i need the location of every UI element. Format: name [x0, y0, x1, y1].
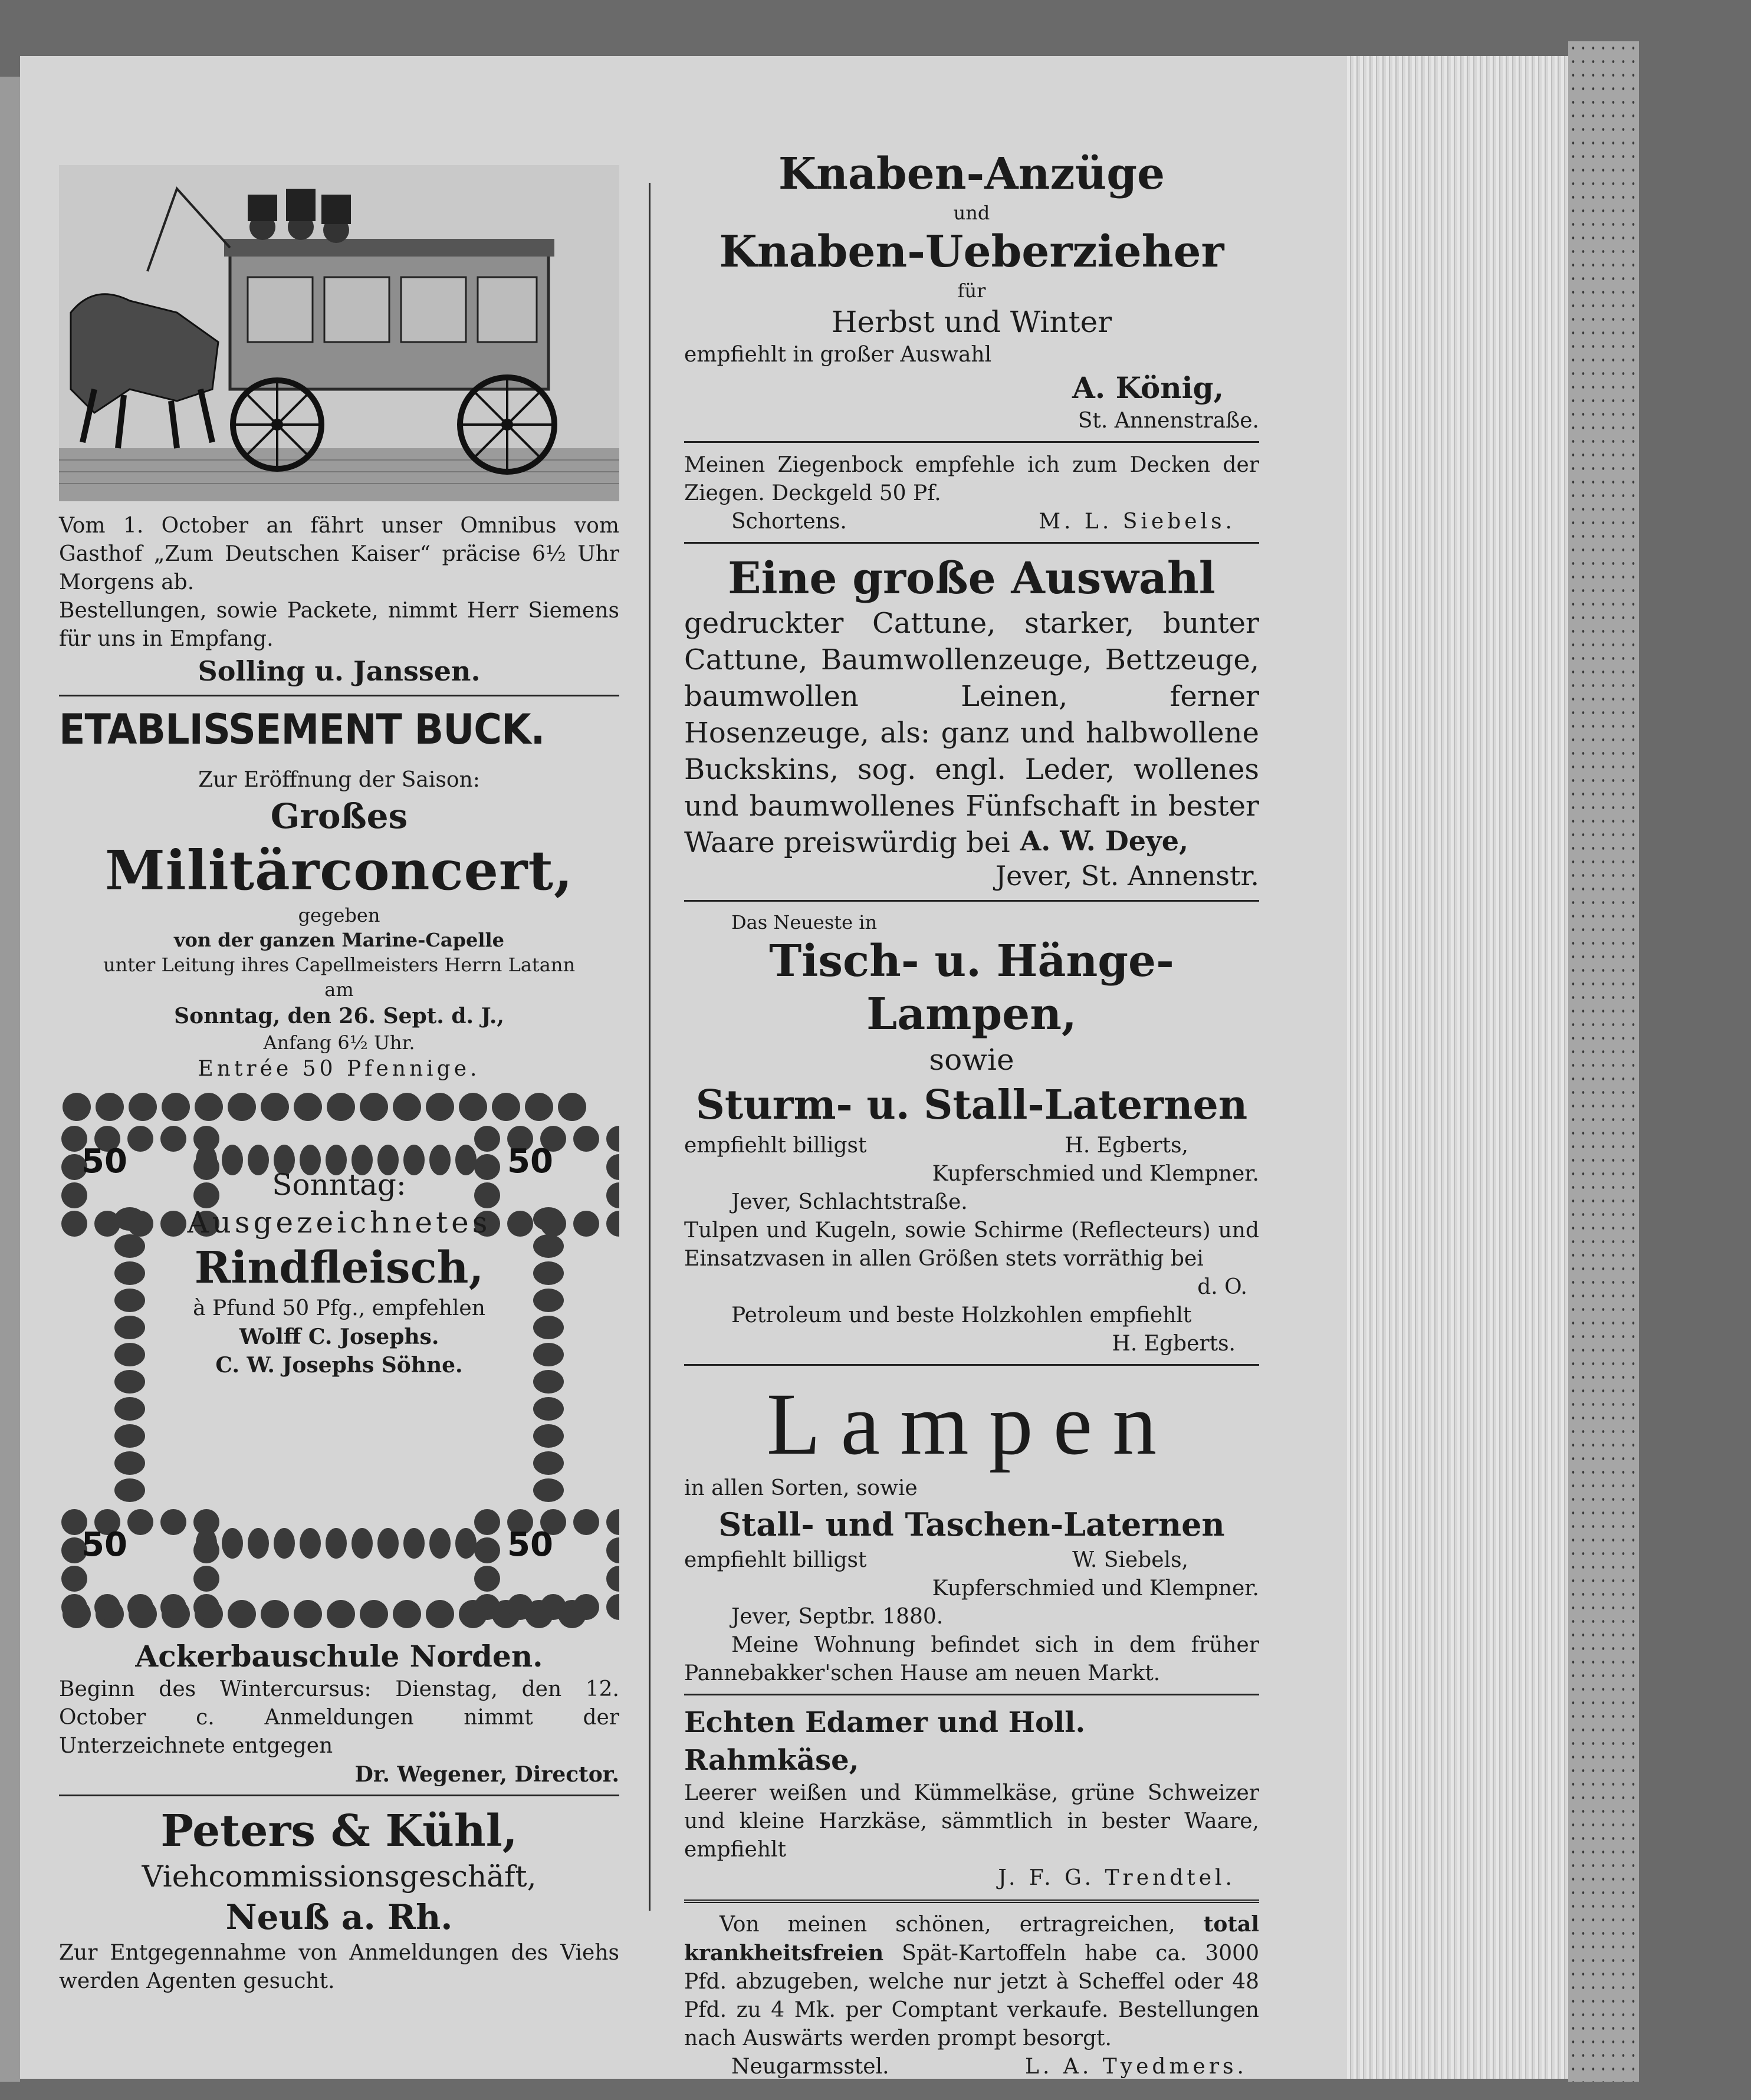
buck-concert-ad	[59, 705, 619, 1083]
frame-dot	[606, 1509, 619, 1535]
buck-title: ETABLISSEMENT BUCK.	[59, 705, 545, 754]
egberts-name: H. Egberts,	[1065, 1133, 1188, 1158]
frame-dot	[533, 1289, 564, 1312]
frame-dot	[114, 1289, 145, 1312]
stagecoach-illustration	[59, 165, 619, 501]
frame-dot	[474, 1126, 500, 1152]
lampen-ad	[684, 1374, 1259, 1631]
ziegenbock-footer	[684, 508, 1259, 536]
frame-dot	[533, 1234, 564, 1258]
tyedmers-text-c: Spät-Kartoffeln habe ca. 3000 Pfd. abzugeben, welche nur jetzt à Scheffel oder 48 Pfd. zu 4 Mk. per Comptant verkaufe. Bestellungen nach Auswärts werden prompt besorgt.	[684, 1941, 1259, 2050]
frame-dot	[377, 1528, 399, 1559]
frame-dot	[360, 1600, 388, 1628]
trendtel-head: Echten Edamer und Holl. Rahmkäse,	[684, 1706, 1086, 1777]
egberts-ref: d. O.	[1197, 1275, 1247, 1299]
egberts-name2: H. Egberts.	[1112, 1332, 1236, 1356]
previous-page-edge	[0, 77, 20, 2082]
tyedmers-text-b: total krankheitsfreien	[684, 1912, 1259, 1966]
lampen-date: Jever, Septbr. 1880.	[731, 1605, 944, 1629]
ziegenbock-place: Schortens.	[731, 510, 847, 534]
corner-50-bottom-right: 50	[507, 1526, 553, 1564]
frame-dot	[300, 1528, 321, 1559]
lampen-offer	[684, 1546, 1259, 1575]
separator	[684, 1364, 1259, 1366]
koenig-und: und	[953, 202, 990, 224]
frame-dot	[606, 1537, 619, 1563]
koenig-ad	[684, 147, 1259, 435]
frame-dot	[129, 1093, 157, 1121]
buck-head-grosses: Großes	[270, 796, 408, 836]
frame-dot	[61, 1211, 87, 1237]
frame-dot	[114, 1478, 145, 1502]
egberts-head1: Tisch- u. Hänge-Lampen,	[769, 936, 1174, 1040]
frame-dot	[351, 1528, 373, 1559]
tyedmers-footer	[684, 2053, 1259, 2081]
lampen-sub: in allen Sorten, sowie	[684, 1476, 918, 1500]
frame-dot	[606, 1126, 619, 1152]
frame-dot	[606, 1566, 619, 1592]
frame-dot	[114, 1370, 145, 1394]
corner-50-bottom-left: 50	[81, 1526, 127, 1564]
frame-dot	[274, 1528, 295, 1559]
peters-sub: Viehcommissionsgeschäft,	[142, 1859, 537, 1894]
frame-dot	[533, 1424, 564, 1448]
frame-dot	[326, 1528, 347, 1559]
buck-by: von der ganzen Marine-Capelle	[173, 929, 505, 951]
frame-dot	[114, 1234, 145, 1258]
trendtel-text: Leerer weißen und Kümmelkäse, grüne Schweizer und kleine Harzkäse, sämmtlich in bester Waare, empfiehlt	[684, 1781, 1259, 1862]
lampen-trade: Kupferschmied und Klempner.	[932, 1576, 1259, 1601]
frame-dot	[533, 1397, 564, 1421]
separator	[684, 441, 1259, 443]
frame-dot	[195, 1093, 223, 1121]
frame-dot	[459, 1093, 487, 1121]
koenig-street: St. Annenstraße.	[1077, 409, 1259, 433]
peters-place: Neuß a. Rh.	[225, 1897, 453, 1937]
frame-dot	[294, 1093, 322, 1121]
frame-dot	[96, 1093, 124, 1121]
frame-dot	[474, 1537, 500, 1563]
lampen-text: empfiehlt billigst	[684, 1548, 867, 1572]
frame-dot	[573, 1594, 599, 1620]
frame-dot	[193, 1566, 219, 1592]
frame-dot	[426, 1600, 454, 1628]
frame-dot	[606, 1594, 619, 1620]
frame-dot	[573, 1126, 599, 1152]
frame-dot	[61, 1566, 87, 1592]
rindfleisch-day: Sonntag:	[272, 1168, 406, 1202]
frame-dot	[193, 1594, 219, 1620]
frame-dot	[606, 1211, 619, 1237]
wohnung-text: Meine Wohnung befindet sich in dem früher Pannebakker'schen Hause am neuen Markt.	[684, 1633, 1259, 1685]
frame-dot	[114, 1343, 145, 1366]
peters-title: Peters & Kühl,	[160, 1806, 518, 1856]
frame-dot	[114, 1207, 145, 1231]
frame-dot	[114, 1424, 145, 1448]
buck-start: Anfang 6½ Uhr.	[263, 1031, 415, 1054]
ziegenbock-name: M. L. Siebels.	[1039, 510, 1236, 534]
trendtel-name: J. F. G. Trendtel.	[998, 1866, 1236, 1890]
omnibus-text: Vom 1. October an fährt unser Omnibus vom Gasthof „Zum Deutschen Kaiser“ präcise 6½ Uhr Morgens ab.	[59, 514, 619, 594]
frame-dot	[327, 1600, 355, 1628]
deye-text: gedruckter Cattune, starker, bunter Cattune, Baumwollenzeuge, Bettzeuge, baumwollen Leinen, ferner Hosenzeuge, als: ganz und halbwollene Buckskins, sog. engl. Leder, wollenes und baumwollenes Fünfschaft in bester Waare preiswürdig bei	[684, 607, 1259, 859]
corner-50-top-right: 50	[507, 1142, 553, 1181]
frame-dot	[474, 1594, 500, 1620]
buck-date: Sonntag, den 26. Sept. d. J.,	[174, 1004, 504, 1028]
frame-dot	[160, 1509, 186, 1535]
frame-dot	[492, 1093, 520, 1121]
ziegenbock-text: Meinen Ziegenbock empfehle ich zum Decken der Ziegen. Deckgeld 50 Pf.	[684, 453, 1259, 505]
egberts-text2: Tulpen und Kugeln, sowie Schirme (Reflecteurs) und Einsatzvasen in allen Größen stets vorräthig bei	[684, 1218, 1259, 1271]
frame-dot	[393, 1093, 421, 1121]
page-stack-edge	[1347, 56, 1568, 2079]
lampen-head2: Stall- und Taschen-Laternen	[718, 1506, 1225, 1543]
frame-dot	[393, 1600, 421, 1628]
separator-double	[684, 1899, 1259, 1903]
frame-dot	[573, 1509, 599, 1535]
frame-dot	[606, 1182, 619, 1208]
rindfleisch-name2: C. W. Josephs Söhne.	[215, 1353, 463, 1378]
frame-dot	[533, 1316, 564, 1339]
separator	[684, 900, 1259, 902]
buck-am: am	[324, 978, 354, 1001]
frame-dot	[533, 1370, 564, 1394]
separator	[59, 695, 619, 696]
frame-dot	[525, 1093, 553, 1121]
frame-dot	[294, 1600, 322, 1628]
left-column	[59, 165, 619, 1996]
frame-dot	[403, 1528, 425, 1559]
rindfleisch-price: à Pfund 50 Pfg., empfehlen	[193, 1296, 485, 1320]
right-column	[684, 147, 1259, 2081]
frame-dot	[162, 1093, 190, 1121]
book-cover-edge	[1568, 41, 1639, 2082]
koenig-head2: Knaben-Ueberzieher	[719, 226, 1224, 277]
egberts-text: empfiehlt billigst	[684, 1133, 867, 1158]
frame-dot	[426, 1093, 454, 1121]
frame-dot	[261, 1093, 289, 1121]
frame-dot	[114, 1397, 145, 1421]
frame-dot	[63, 1093, 91, 1121]
tyedmers-body	[684, 1910, 1259, 2053]
frame-dot	[558, 1093, 586, 1121]
frame-dot	[606, 1154, 619, 1180]
ziegenbock-ad	[684, 451, 1259, 536]
frame-dot	[114, 1261, 145, 1285]
ackerbauschule-ad	[59, 1638, 619, 1789]
column-divider	[649, 183, 651, 1911]
deye-name: A. W. Deye,	[1020, 825, 1188, 857]
frame-dot	[127, 1509, 153, 1535]
buck-intro: Zur Eröffnung der Saison:	[198, 768, 480, 792]
frame-dot	[61, 1594, 87, 1620]
egberts-place: Jever, Schlachtstraße.	[731, 1190, 968, 1214]
buck-lead: unter Leitung ihres Capellmeisters Herrn Latann	[103, 954, 576, 976]
tyedmers-text-a: Von meinen schönen, ertragreichen,	[720, 1912, 1175, 1937]
egberts-offer	[684, 1132, 1259, 1160]
peters-kuehl-ad	[59, 1805, 619, 1996]
egberts-text3: Petroleum und beste Holzkohlen empfiehlt	[731, 1303, 1192, 1327]
frame-dot	[533, 1343, 564, 1366]
frame-dot	[261, 1600, 289, 1628]
egberts-intro: Das Neueste in	[731, 911, 878, 934]
lampen-head: Lampen	[766, 1375, 1177, 1473]
koenig-text: empfiehlt in großer Auswahl	[684, 343, 992, 367]
frame-dot	[114, 1316, 145, 1339]
ackerbau-title: Ackerbauschule Norden.	[135, 1639, 543, 1674]
tyedmers-place: Neugarmsstel.	[731, 2055, 889, 2079]
rindfleisch-line2: Rindfleisch,	[194, 1243, 484, 1293]
deye-ad	[684, 552, 1259, 894]
frame-dot	[248, 1528, 269, 1559]
frame-dot	[94, 1594, 120, 1620]
rindfleisch-text	[147, 1166, 531, 1379]
peters-text: Zur Entgegennahme von Anmeldungen des Viehs werden Agenten gesucht.	[59, 1941, 619, 1993]
frame-dot	[507, 1594, 533, 1620]
rindfleisch-line1: Ausgezeichnetes	[187, 1205, 491, 1240]
frame-dot	[455, 1528, 477, 1559]
frame-dot	[61, 1182, 87, 1208]
buck-head-militaerconcert: Militärconcert,	[104, 839, 574, 902]
frame-dot	[533, 1451, 564, 1475]
frame-dot	[360, 1093, 388, 1121]
omnibus-text-2: Bestellungen, sowie Packete, nimmt Herr Siemens für uns in Empfang.	[59, 599, 619, 651]
frame-dot	[228, 1600, 256, 1628]
separator	[684, 1694, 1259, 1695]
trendtel-ad	[684, 1704, 1259, 1892]
frame-dot	[573, 1211, 599, 1237]
lampen-name: W. Siebels,	[1072, 1548, 1188, 1572]
egberts-sowie: sowie	[929, 1043, 1014, 1077]
frame-dot	[474, 1509, 500, 1535]
separator	[684, 542, 1259, 544]
frame-dot	[533, 1261, 564, 1285]
deye-head: Eine große Auswahl	[728, 553, 1215, 604]
frame-dot	[228, 1093, 256, 1121]
frame-dot	[127, 1594, 153, 1620]
rindfleisch-ad	[59, 1089, 619, 1632]
buck-entry: Entrée 50 Pfennige.	[198, 1057, 481, 1081]
frame-dot	[222, 1528, 243, 1559]
koenig-name: A. König,	[1072, 370, 1224, 405]
rindfleisch-name1: Wolff C. Josephs.	[239, 1325, 439, 1349]
omnibus-ad	[59, 165, 619, 689]
tyedmers-ad	[684, 1910, 1259, 2081]
egberts-trade: Kupferschmied und Klempner.	[932, 1162, 1259, 1186]
buck-given: gegeben	[298, 904, 380, 926]
frame-dot	[196, 1528, 217, 1559]
corner-50-top-left: 50	[81, 1142, 127, 1181]
frame-dot	[474, 1566, 500, 1592]
frame-dot	[429, 1528, 451, 1559]
frame-dot	[127, 1126, 153, 1152]
tyedmers-name: L. A. Tyedmers.	[1025, 2055, 1247, 2079]
ackerbau-signature: Dr. Wegener, Director.	[354, 1762, 619, 1787]
frame-dot	[533, 1478, 564, 1502]
wohnung-ad	[684, 1631, 1259, 1688]
frame-dot	[540, 1594, 566, 1620]
ackerbau-text: Beginn des Wintercursus: Dienstag, den 12. October c. Anmeldungen nimmt der Unterzeichnete entgegen	[59, 1677, 619, 1758]
egberts-ad	[684, 910, 1259, 1358]
frame-dot	[327, 1093, 355, 1121]
egberts-head2: Sturm- u. Stall-Laternen	[695, 1082, 1248, 1129]
frame-dot	[160, 1126, 186, 1152]
frame-dot	[160, 1594, 186, 1620]
deye-place: Jever, St. Annenstr.	[995, 860, 1259, 892]
frame-dot	[533, 1207, 564, 1231]
koenig-season: Herbst und Winter	[831, 305, 1112, 339]
separator	[59, 1795, 619, 1796]
koenig-head1: Knaben-Anzüge	[778, 149, 1165, 199]
omnibus-signature: Solling u. Janssen.	[198, 655, 481, 687]
frame-dot	[114, 1451, 145, 1475]
koenig-fuer: für	[957, 280, 986, 302]
